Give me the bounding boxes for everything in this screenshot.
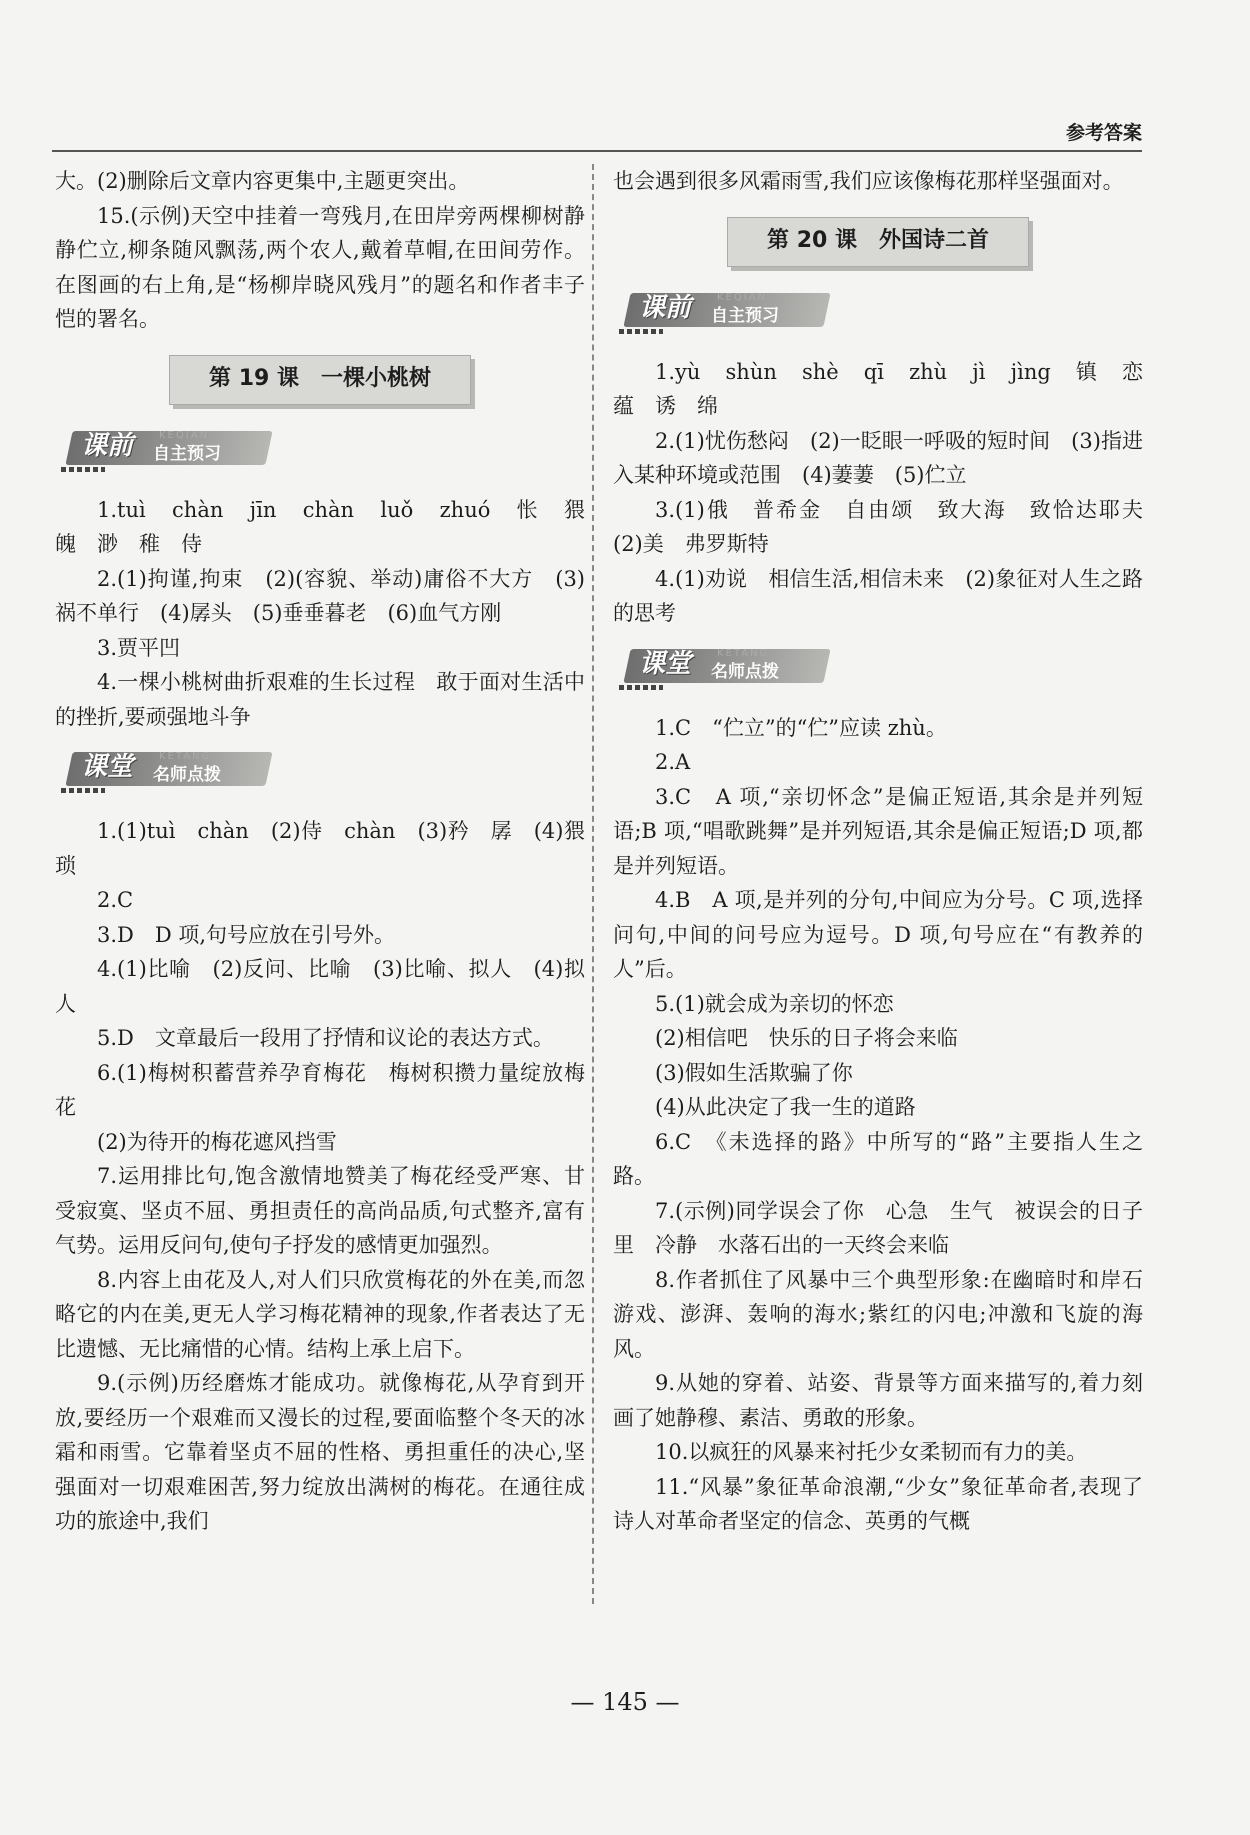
answer-item: 9.从她的穿着、站姿、背景等方面来描写的,着力刻画了她静穆、素洁、勇敢的形象。 <box>613 1371 1143 1430</box>
answer-item: 6.C 《未选择的路》中所写的“路”主要指人生之路。 <box>613 1129 1143 1188</box>
answer-item: 8.内容上由花及人,对人们只欣赏梅花的外在美,而忽略它的内在美,更无人学习梅花精神的现象,作者表达了无比遗憾、无比痛惜的心情。结构上承上启下。 <box>55 1267 585 1361</box>
badge-main-text: 课前 <box>639 292 692 323</box>
answer-item: (2)相信吧 快乐的日子将会来临 <box>655 1026 958 1050</box>
badge-sub-text: 名师点拨 <box>153 765 221 785</box>
answer-item: 4.B A 项,是并列的分句,中间应为分号。C 项,选择问句,中间的问号应为逗号。D 项,句号应在“有教养的人”后。 <box>613 888 1143 981</box>
badge-main-text: 课堂 <box>639 648 692 679</box>
answer-item: 9.(示例)历经磨炼才能成功。就像梅花,从孕育到开放,要经历一个艰难而又漫长的过程,要面临整个冬天的冰霜和雨雪。它靠着坚贞不屈的性格、勇担重任的决心,坚强面对一切艰难困苦,努力绽放出满树的梅花。在通往成功的旅途中,我们 <box>55 1371 585 1533</box>
section-badge-preview <box>55 423 585 481</box>
answer-item: 2.A <box>655 750 691 774</box>
section-badge-class <box>55 744 585 802</box>
answer-item: 8.作者抓住了风暴中三个典型形象:在幽暗时和岸石游戏、澎湃、轰响的海水;紫红的闪电;冲激和飞旋的海风。 <box>613 1267 1143 1361</box>
answer-item: 7.运用排比句,饱含激情地赞美了梅花经受严寒、甘受寂寞、坚贞不屈、勇担责任的高尚品质,句式整齐,富有气势。运用反问句,使句子抒发的感情更加强烈。 <box>55 1164 585 1257</box>
paragraph: 15.(示例)天空中挂着一弯残月,在田岸旁两棵柳树静静伫立,柳条随风飘荡,两个农人,戴着草帽,在田间劳作。在图画的右上角,是“杨柳岸晓风残月”的题名和作者丰子恺的署名。 <box>55 203 585 331</box>
badge-sub-text: 名师点拨 <box>711 661 779 682</box>
badge-dots <box>61 467 105 472</box>
left-column <box>55 164 606 1539</box>
badge-dots <box>619 329 663 334</box>
answer-item: 11.“风暴”象征革命浪潮,“少女”象征革命者,表现了诗人对革命者坚定的信念、英勇的气概 <box>613 1474 1143 1533</box>
column-divider <box>592 164 594 1604</box>
section-badge-class <box>613 641 1143 699</box>
answer-item: 2.(1)忧伤愁闷 (2)一眨眼一呼吸的短时间 (3)指进入某种环境或范围 (4)萋萋 (5)伫立 <box>613 428 1143 487</box>
answer-item: 1.(1)tuì chàn (2)侍 chàn (3)矜 孱 (4)猥琐 <box>55 819 585 878</box>
answer-item: (3)假如生活欺骗了你 <box>655 1060 853 1085</box>
badge-main-text: 课堂 <box>81 752 134 782</box>
answer-item: 3.贾平凹 <box>97 635 181 660</box>
header-rule <box>52 150 1142 152</box>
answer-item: 5.(1)就会成为亲切的怀恋 <box>655 991 894 1016</box>
paragraph: 也会遇到很多风霜雨雪,我们应该像梅花那样坚强面对。 <box>613 169 1124 193</box>
badge-pinyin: KEQIAN <box>717 291 768 303</box>
badge-pinyin: KETANG <box>717 647 770 659</box>
answer-item: 7.(示例)同学误会了你 心急 生气 被误会的日子里 冷静 水落石出的一天终会来临 <box>613 1198 1143 1257</box>
section-badge-preview <box>613 285 1143 343</box>
badge-sub-text: 自主预习 <box>711 305 779 326</box>
answer-item: 3.D D 项,句号应放在引号外。 <box>97 922 396 947</box>
answer-item: 1.C “伫立”的“伫”应读 zhù。 <box>655 715 947 740</box>
answer-item: 5.D 文章最后一段用了抒情和议论的表达方式。 <box>97 1026 554 1050</box>
answer-item: 6.(1)梅树积蓄营养孕育梅花 梅树积攒力量绽放梅花 <box>55 1060 585 1119</box>
answer-item: 4.一棵小桃树曲折艰难的生长过程 敢于面对生活中的挫折,要顽强地斗争 <box>55 670 585 729</box>
answer-item: 1.yù shùn shè qī zhù jì jìng 镇 恋 蕴 诱 绵 <box>613 359 1164 418</box>
answer-item: 4.(1)比喻 (2)反问、比喻 (3)比喻、拟人 (4)拟人 <box>55 957 585 1016</box>
right-column <box>613 164 1164 1539</box>
badge-main-text: 课前 <box>81 430 134 461</box>
answer-item: 3.C A 项,“亲切怀念”是偏正短语,其余是并列短语;B 项,“唱歌跳舞”是并列短语,其余是偏正短语;D 项,都是并列短语。 <box>613 784 1143 878</box>
paragraph: 大。(2)删除后文章内容更集中,主题更突出。 <box>55 169 470 193</box>
answer-item: (2)为待开的梅花遮风挡雪 <box>97 1129 337 1154</box>
answer-item: 2.(1)拘谨,拘束 (2)(容貌、举动)庸俗不大方 (3)祸不单行 (4)孱头 (5)垂垂暮老 (6)血气方刚 <box>55 566 585 625</box>
badge-dots <box>61 788 105 793</box>
answer-item: 3.(1)俄 普希金 自由颂 致大海 致恰达耶夫 (2)美 弗罗斯特 <box>613 497 1164 556</box>
lesson-title: 第 19 课 一棵小桃树 <box>169 355 471 405</box>
badge-pinyin: KEQIAN <box>159 429 210 441</box>
answer-item: (4)从此决定了我一生的道路 <box>655 1095 916 1119</box>
answer-item: 4.(1)劝说 相信生活,相信未来 (2)象征对人生之路的思考 <box>613 566 1143 625</box>
badge-pinyin: KETANG <box>159 751 212 762</box>
lesson-title: 第 20 课 外国诗二首 <box>727 217 1029 267</box>
answer-item: 10.以疯狂的风暴来衬托少女柔韧而有力的美。 <box>655 1440 1088 1464</box>
badge-dots <box>619 685 663 690</box>
header-label: 参考答案 <box>1065 122 1142 144</box>
badge-sub-text: 自主预习 <box>153 443 221 464</box>
answer-item: 2.C <box>97 888 134 912</box>
page-number: — 145 — <box>570 1688 680 1716</box>
answer-item: 1.tuì chàn jīn chàn luǒ zhuó 怅 猥 魄 渺 稚 侍 <box>55 497 606 556</box>
